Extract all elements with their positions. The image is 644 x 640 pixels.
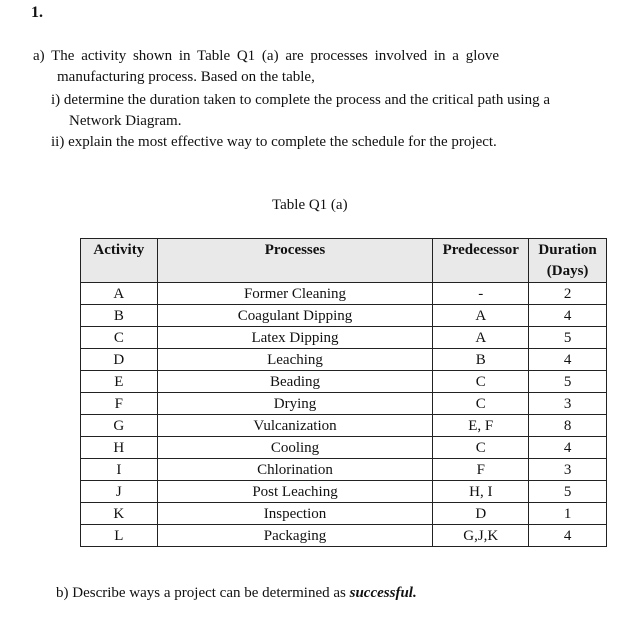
cell-duration: 4 (529, 437, 607, 459)
cell-process: Coagulant Dipping (157, 305, 433, 327)
cell-predecessor: E, F (433, 415, 529, 437)
cell-predecessor: A (433, 327, 529, 349)
cell-process: Leaching (157, 349, 433, 371)
table-row (81, 525, 607, 547)
cell-process: Post Leaching (157, 481, 433, 503)
cell-duration: 3 (529, 459, 607, 481)
cell-duration: 4 (529, 525, 607, 547)
cell-predecessor: H, I (433, 481, 529, 503)
cell-activity: G (81, 415, 158, 437)
table-row (81, 459, 607, 481)
part-a-line-2: manufacturing process. Based on the table, (57, 69, 315, 85)
header-predecessor: Predecessor (433, 239, 529, 283)
question-number: 1. (31, 4, 43, 21)
cell-process: Former Cleaning (157, 283, 433, 305)
table-row (81, 437, 607, 459)
cell-duration: 4 (529, 305, 607, 327)
cell-activity: J (81, 481, 158, 503)
table-header-row (81, 239, 607, 283)
cell-predecessor: C (433, 393, 529, 415)
cell-process: Latex Dipping (157, 327, 433, 349)
cell-process: Cooling (157, 437, 433, 459)
cell-predecessor: G,J,K (433, 525, 529, 547)
cell-duration: 8 (529, 415, 607, 437)
sub-question-i-line-2: Network Diagram. (69, 113, 182, 129)
cell-duration: 5 (529, 371, 607, 393)
table-row (81, 327, 607, 349)
sub-question-ii: ii) explain the most effective way to complete the schedule for the project. (51, 134, 497, 150)
cell-activity: I (81, 459, 158, 481)
table-row (81, 371, 607, 393)
header-processes: Processes (157, 239, 433, 283)
cell-process: Beading (157, 371, 433, 393)
cell-predecessor: F (433, 459, 529, 481)
cell-process: Chlorination (157, 459, 433, 481)
activity-table (80, 238, 607, 547)
cell-activity: H (81, 437, 158, 459)
table-row (81, 305, 607, 327)
table-row (81, 415, 607, 437)
cell-activity: C (81, 327, 158, 349)
cell-process: Vulcanization (157, 415, 433, 437)
cell-duration: 5 (529, 327, 607, 349)
cell-predecessor: B (433, 349, 529, 371)
sub-question-i-line-1: i) determine the duration taken to complete the process and the critical path using a (51, 92, 550, 108)
cell-predecessor: A (433, 305, 529, 327)
cell-duration: 5 (529, 481, 607, 503)
table-caption: Table Q1 (a) (272, 197, 348, 213)
cell-duration: 4 (529, 349, 607, 371)
part-b-question (56, 585, 417, 602)
cell-activity: E (81, 371, 158, 393)
table-row (81, 481, 607, 503)
cell-predecessor: D (433, 503, 529, 525)
cell-activity: B (81, 305, 158, 327)
cell-process: Drying (157, 393, 433, 415)
cell-duration: 2 (529, 283, 607, 305)
header-duration-unit: (Days) (546, 263, 589, 279)
cell-activity: A (81, 283, 158, 305)
cell-activity: K (81, 503, 158, 525)
cell-process: Packaging (157, 525, 433, 547)
header-activity: Activity (81, 239, 158, 283)
part-b-emphasis: successful. (349, 585, 417, 601)
table-row (81, 503, 607, 525)
cell-predecessor: - (433, 283, 529, 305)
cell-duration: 3 (529, 393, 607, 415)
table-row (81, 283, 607, 305)
table-row (81, 393, 607, 415)
table-row (81, 349, 607, 371)
part-a-line-1: a) The activity shown in Table Q1 (a) are processes involved in a glove (33, 48, 500, 64)
cell-activity: F (81, 393, 158, 415)
cell-predecessor: C (433, 371, 529, 393)
header-duration (529, 239, 607, 283)
cell-duration: 1 (529, 503, 607, 525)
part-b-text: b) Describe ways a project can be determined as (56, 585, 350, 601)
header-duration-label: Duration (538, 242, 597, 258)
cell-predecessor: C (433, 437, 529, 459)
cell-activity: D (81, 349, 158, 371)
cell-process: Inspection (157, 503, 433, 525)
cell-activity: L (81, 525, 158, 547)
